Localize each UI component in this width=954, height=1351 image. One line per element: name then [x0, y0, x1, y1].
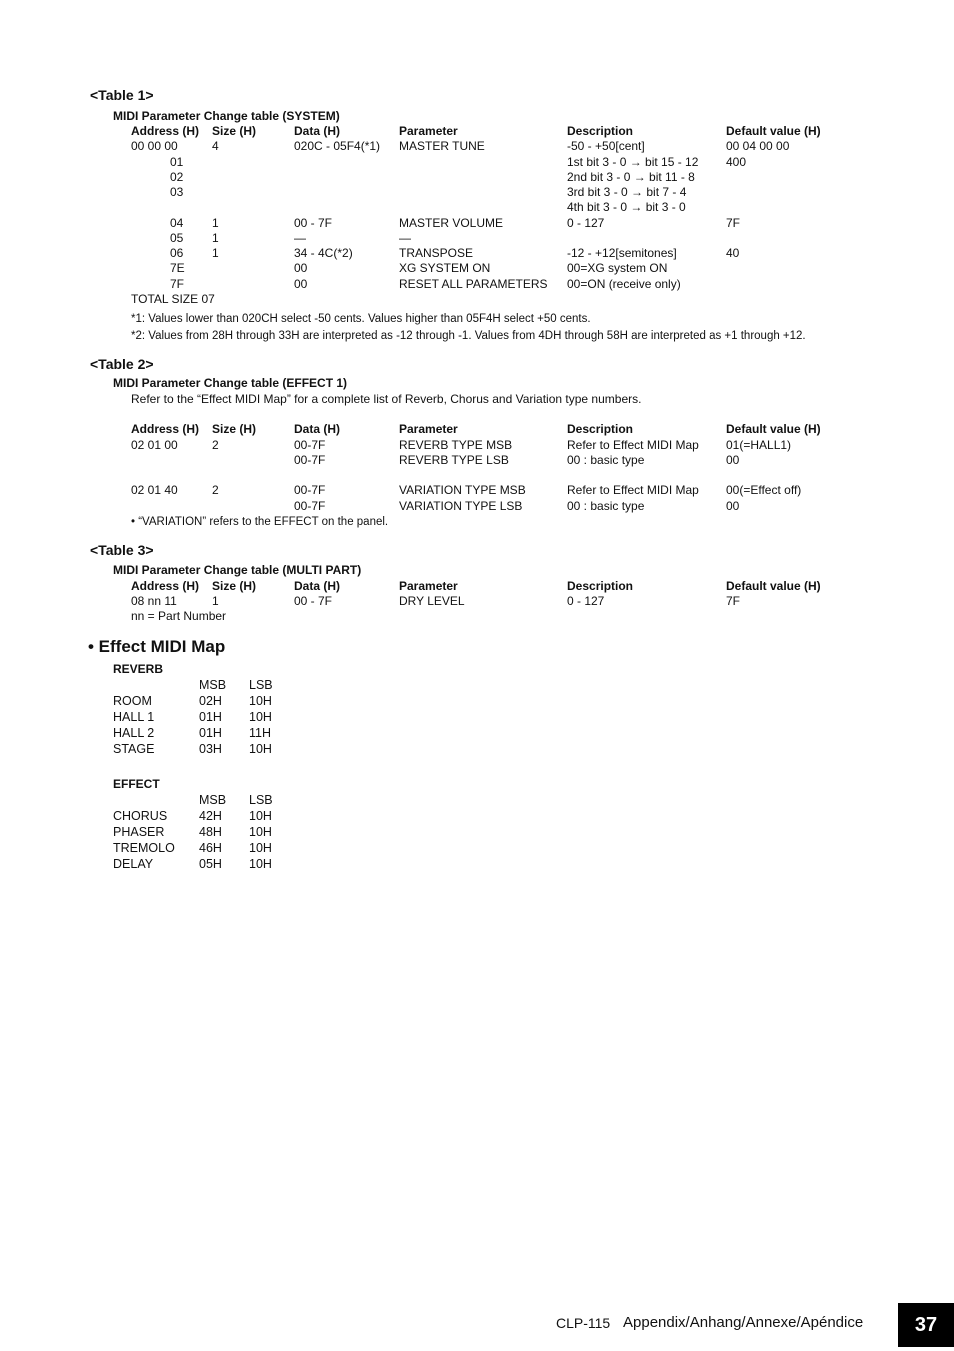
cell-size: 2 [212, 438, 219, 452]
col-header-size: Size (H) [212, 579, 257, 593]
cell-description: 00=XG system ON [567, 261, 668, 275]
cell-size: 4 [212, 139, 219, 153]
page-number: 37 [898, 1303, 954, 1347]
map-msb: 01H [199, 710, 222, 724]
cell-parameter: DRY LEVEL [399, 594, 465, 608]
cell-data: 00 [294, 261, 308, 275]
map-msb: 03H [199, 742, 222, 756]
table3-subheading: MIDI Parameter Change table (MULTI PART) [113, 563, 362, 577]
col-header-default: Default value (H) [726, 579, 821, 593]
cell-size: 2 [212, 483, 219, 497]
table1-total-size: TOTAL SIZE 07 [131, 292, 215, 306]
footer-title: Appendix/Anhang/Annexe/Apéndice [623, 1314, 864, 1331]
col-header-parameter: Parameter [399, 124, 458, 138]
cell-parameter: TRANSPOSE [399, 246, 474, 260]
cell-address: 02 01 40 [131, 483, 178, 497]
cell-data: — [294, 231, 306, 245]
col-header-parameter: Parameter [399, 579, 458, 593]
table1-note-2: *2: Values from 28H through 33H are interpreted as -12 through -1. Values from 4DH through 58H are interpreted as +1 through +12. [131, 330, 806, 342]
cell-address: 01 [170, 155, 184, 169]
map-msb: 46H [199, 841, 222, 855]
reverb-heading: REVERB [113, 662, 164, 676]
cell-size: 1 [212, 246, 219, 260]
table1-subheading: MIDI Parameter Change table (SYSTEM) [113, 109, 340, 123]
map-name: STAGE [113, 742, 155, 756]
cell-parameter: VARIATION TYPE MSB [399, 483, 526, 497]
table2-heading: <Table 2> [90, 356, 154, 372]
effect-col-lsb: LSB [249, 793, 273, 807]
cell-address: 7E [170, 261, 185, 275]
map-msb: 48H [199, 825, 222, 839]
cell-default: 40 [726, 246, 740, 260]
col-header-address: Address (H) [131, 422, 200, 436]
map-msb: 42H [199, 809, 222, 823]
cell-description: 00 : basic type [567, 453, 645, 467]
cell-description: 1st bit 3 - 0 → bit 15 - 12 [567, 155, 699, 169]
map-name: TREMOLO [113, 841, 175, 855]
cell-data: 00-7F [294, 499, 326, 513]
col-header-size: Size (H) [212, 422, 257, 436]
effect-heading: EFFECT [113, 777, 160, 791]
map-msb: 05H [199, 857, 222, 871]
cell-description: 4th bit 3 - 0 → bit 3 - 0 [567, 200, 686, 214]
table3-heading: <Table 3> [90, 542, 154, 558]
cell-parameter: REVERB TYPE MSB [399, 438, 513, 452]
map-name: DELAY [113, 857, 154, 871]
cell-size: 1 [212, 216, 219, 230]
cell-size: 1 [212, 594, 219, 608]
cell-description: Refer to Effect MIDI Map [567, 483, 699, 497]
effect-col-msb: MSB [199, 793, 227, 807]
map-lsb: 10H [249, 857, 272, 871]
cell-data: 00 [294, 277, 308, 291]
cell-address: 06 [170, 246, 184, 260]
cell-parameter: — [399, 231, 411, 245]
cell-data: 34 - 4C(*2) [294, 246, 353, 260]
cell-description: 0 - 127 [567, 594, 605, 608]
cell-description: Refer to Effect MIDI Map [567, 438, 699, 452]
table2-note: • “VARIATION” refers to the EFFECT on the panel. [131, 516, 389, 528]
cell-data: 00-7F [294, 483, 326, 497]
col-header-default: Default value (H) [726, 124, 821, 138]
cell-address: 02 01 00 [131, 438, 178, 452]
cell-parameter: MASTER TUNE [399, 139, 485, 153]
col-header-address: Address (H) [131, 579, 200, 593]
col-header-data: Data (H) [294, 124, 341, 138]
col-header-data: Data (H) [294, 579, 341, 593]
footer-model: CLP-115 [556, 1315, 611, 1331]
col-header-description: Description [567, 579, 634, 593]
map-lsb: 10H [249, 694, 272, 708]
cell-data: 00 - 7F [294, 594, 333, 608]
reverb-col-msb: MSB [199, 678, 227, 692]
cell-data: 020C - 05F4(*1) [294, 139, 381, 153]
cell-size: 1 [212, 231, 219, 245]
cell-description: 0 - 127 [567, 216, 605, 230]
cell-default: 00 04 00 00 [726, 139, 790, 153]
map-lsb: 10H [249, 841, 272, 855]
table3-note: nn = Part Number [131, 609, 227, 623]
col-header-description: Description [567, 422, 634, 436]
col-header-description: Description [567, 124, 634, 138]
cell-default: 00 [726, 453, 740, 467]
map-lsb: 11H [249, 726, 272, 740]
cell-address: 04 [170, 216, 184, 230]
map-msb: 01H [199, 726, 222, 740]
cell-default: 00 [726, 499, 740, 513]
map-name: PHASER [113, 825, 165, 839]
cell-default: 400 [726, 155, 747, 169]
cell-default: 01(=HALL1) [726, 438, 792, 452]
col-header-parameter: Parameter [399, 422, 458, 436]
col-header-default: Default value (H) [726, 422, 821, 436]
cell-data: 00 - 7F [294, 216, 333, 230]
cell-data: 00-7F [294, 453, 326, 467]
map-name: CHORUS [113, 809, 168, 823]
cell-address: 08 nn 11 [131, 594, 177, 608]
map-lsb: 10H [249, 825, 272, 839]
table1-heading: <Table 1> [90, 87, 154, 103]
cell-default: 7F [726, 216, 741, 230]
map-lsb: 10H [249, 710, 272, 724]
table2-intro: Refer to the “Effect MIDI Map” for a complete list of Reverb, Chorus and Variation type numbers. [131, 392, 642, 406]
reverb-col-lsb: LSB [249, 678, 273, 692]
map-name: HALL 2 [113, 726, 155, 740]
map-name: HALL 1 [113, 710, 155, 724]
cell-address: 05 [170, 231, 184, 245]
cell-default: 00(=Effect off) [726, 483, 802, 497]
col-header-address: Address (H) [131, 124, 200, 138]
map-name: ROOM [113, 694, 152, 708]
cell-address: 00 00 00 [131, 139, 178, 153]
cell-description: 2nd bit 3 - 0 → bit 11 - 8 [567, 170, 695, 184]
cell-parameter: XG SYSTEM ON [399, 261, 491, 275]
cell-description: 3rd bit 3 - 0 → bit 7 - 4 [567, 185, 687, 199]
effect-map-title: • Effect MIDI Map [88, 637, 226, 656]
cell-default: 7F [726, 594, 741, 608]
col-header-data: Data (H) [294, 422, 341, 436]
table2-subheading: MIDI Parameter Change table (EFFECT 1) [113, 376, 348, 390]
cell-description: 00=ON (receive only) [567, 277, 681, 291]
cell-address: 02 [170, 170, 184, 184]
map-lsb: 10H [249, 809, 272, 823]
table1-note-1: *1: Values lower than 020CH select -50 cents. Values higher than 05F4H select +50 cents. [131, 313, 591, 325]
cell-address: 03 [170, 185, 184, 199]
map-lsb: 10H [249, 742, 272, 756]
cell-parameter: REVERB TYPE LSB [399, 453, 509, 467]
cell-parameter: MASTER VOLUME [399, 216, 504, 230]
col-header-size: Size (H) [212, 124, 257, 138]
cell-data: 00-7F [294, 438, 326, 452]
cell-address: 7F [170, 277, 185, 291]
cell-parameter: VARIATION TYPE LSB [399, 499, 523, 513]
cell-parameter: RESET ALL PARAMETERS [399, 277, 548, 291]
map-msb: 02H [199, 694, 222, 708]
cell-description: 00 : basic type [567, 499, 645, 513]
cell-description: -50 - +50[cent] [567, 139, 645, 153]
cell-description: -12 - +12[semitones] [567, 246, 677, 260]
